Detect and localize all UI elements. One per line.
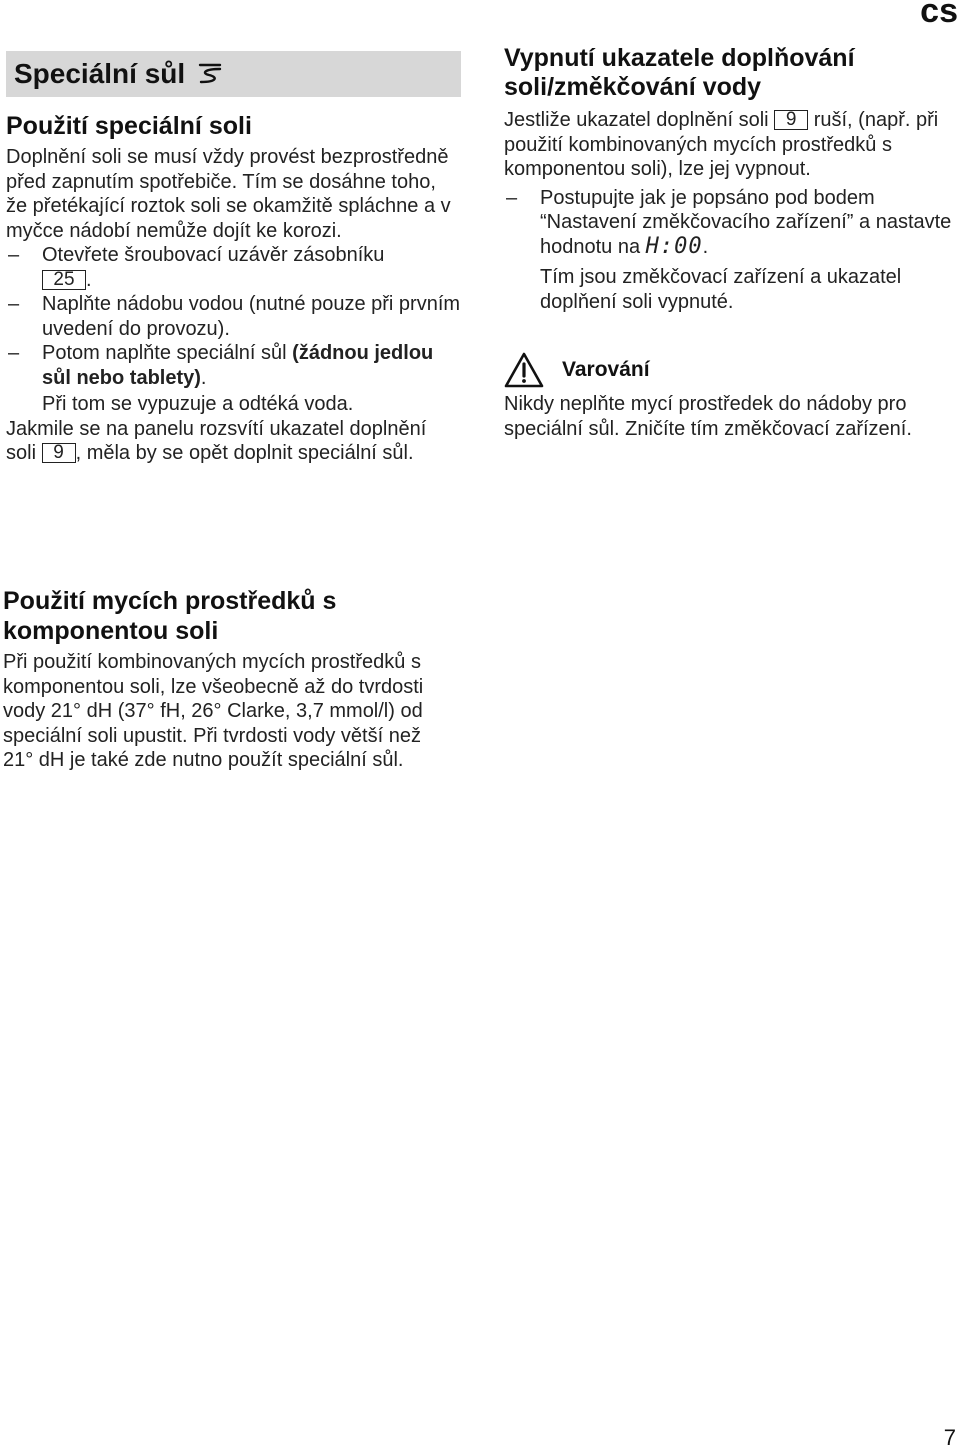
list-dash: – — [8, 342, 20, 364]
warning-triangle-icon — [504, 352, 544, 388]
reference-key-25: 25 — [42, 270, 86, 290]
step-note-text: Při tom se vypuzuje a odtéká voda. — [42, 393, 354, 415]
list-dash: – — [8, 244, 20, 266]
step-suffix: . — [200, 366, 207, 389]
language-code: cs — [920, 0, 958, 30]
display-value: H:00 — [645, 233, 703, 259]
indicator-off-intro — [504, 108, 956, 182]
list-item — [6, 243, 461, 292]
combi-text: Při použití kombinovaných mycích prostředků s komponentou soli, lze všeobecně až do tvrdosti vody 21° dH (37° fH, 26° Clarke, 3,7 mmol/l) od speciální soli upustit. Při tvrdosti vody větší než 21° dH je také zde nutno použít speciální sůl. — [3, 651, 424, 771]
salt-indicator-text — [6, 417, 461, 466]
step-result — [504, 265, 956, 314]
indicator-off-steps — [504, 186, 956, 315]
salt-steps-list — [6, 243, 461, 417]
step-text: Otevřete šroubovací uzávěr zásobníku — [42, 244, 385, 266]
step-text: Potom naplňte speciální sůl — [42, 342, 293, 364]
warning-header — [504, 352, 956, 388]
combi-heading: Použití mycích prostředků s komponentou soli — [3, 587, 337, 645]
step-suffix: . — [86, 268, 92, 291]
salt-use-intro: Doplnění soli se musí vždy provést bezprostředně před zapnutím spotřebiče. Tím se dosáhne toho, že přetékající roztok soli se okamžitě spláchne a v myčce nádobí nemůže dojít ke korozi. — [6, 146, 451, 242]
indicator-off-heading: Vypnutí ukazatele doplňování soli/změkčování vody — [504, 44, 855, 101]
step-emphasis: (žádnou jedlou sůl nebo tablety) — [42, 342, 434, 389]
indicator-off-section — [504, 44, 956, 441]
list-dash: – — [506, 186, 518, 209]
warning-label: Varování — [562, 358, 650, 381]
list-dash: – — [8, 293, 20, 315]
page-number: 7 — [943, 1425, 956, 1450]
salt-symbol-icon — [195, 60, 225, 88]
list-item — [6, 341, 461, 390]
step-suffix: . — [702, 235, 709, 258]
section-title: Speciální sůl — [14, 58, 186, 89]
step-result-text: Tím jsou změkčovací zařízení a ukazatel doplňení soli vypnuté. — [540, 266, 902, 313]
warning-text: Nikdy neplňte mycí prostředek do nádoby pro speciální sůl. Zničíte tím změkčovací zařízení. — [504, 393, 912, 440]
step-text: Postupujte jak je popsáno pod bodem “Nastavení změkčovacího zařízení” a nastavte hodnotu na — [540, 186, 952, 258]
step-note — [6, 392, 461, 417]
list-item — [504, 186, 956, 260]
indicator-text-after: , měla by se opět doplnit speciální sůl. — [75, 442, 414, 464]
section-header-bar — [6, 51, 461, 97]
salt-use-heading: Použití speciální soli — [6, 112, 252, 140]
reference-key-9: 9 — [42, 443, 76, 463]
step-text: Naplňte nádobu vodou (nutné pouze při prvním uvedení do provozu). — [42, 293, 461, 340]
indicator-text-before: Jakmile se na panelu rozsvítí ukazatel doplnění soli — [6, 417, 427, 464]
intro-before: Jestliže ukazatel doplnění soli — [504, 109, 775, 131]
list-item — [6, 292, 461, 341]
intro-after: ruší, (např. při použití kombinovaných mycích prostředků s komponentou soli), lze jej vypnout. — [504, 109, 939, 180]
salt-section — [6, 51, 461, 466]
combi-detergent-section — [3, 586, 473, 773]
reference-key-9: 9 — [774, 110, 808, 130]
